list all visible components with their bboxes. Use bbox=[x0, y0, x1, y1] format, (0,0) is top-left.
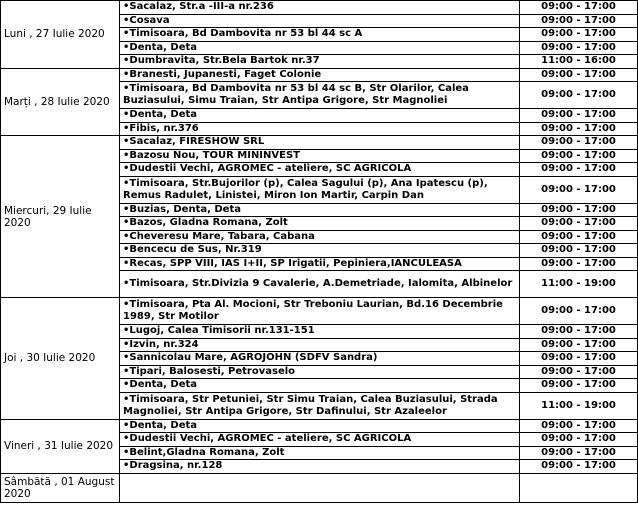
location-cell: •Dragsina, nr.128 bbox=[120, 460, 520, 474]
time-cell: 09:00 - 17:00 bbox=[520, 28, 638, 42]
location-cell: •Fibis, nr.376 bbox=[120, 122, 520, 136]
schedule-row bbox=[1, 1, 638, 15]
location-cell: •Dudestii Vechi, AGROMEC - ateliere, SC AGRICOLA bbox=[120, 433, 520, 447]
time-cell: 09:00 - 17:00 bbox=[520, 325, 638, 339]
schedule-row bbox=[1, 136, 638, 150]
schedule-row bbox=[1, 419, 638, 433]
location-cell: •Izvin, nr.324 bbox=[120, 338, 520, 352]
location-cell: •Timisoara, Bd Dambovita nr 53 bl 44 sc B, Str Olarilor, Calea Buziasului, Simu Traian, Str Antipa Grigore, Str Magnoliei bbox=[120, 82, 520, 109]
time-cell: 09:00 - 17:00 bbox=[520, 41, 638, 55]
location-cell: •Branesti, Jupanesti, Faget Colonie bbox=[120, 68, 520, 82]
location-cell: •Bazosu Nou, TOUR MININVEST bbox=[120, 149, 520, 163]
location-cell: •Denta, Deta bbox=[120, 419, 520, 433]
location-cell: •Timisoara, Str Petuniei, Str Simu Traian, Calea Buziasului, Strada Magnoliei, Str Antipa Grigore, Str Dafinului, Str Azaleelor bbox=[120, 392, 520, 419]
day-cell: Marți , 28 Iulie 2020 bbox=[1, 68, 120, 136]
time-cell: 09:00 - 17:00 bbox=[520, 68, 638, 82]
time-cell: 09:00 - 17:00 bbox=[520, 217, 638, 231]
location-cell: •Timisoara, Bd Dambovita nr 53 bl 44 sc A bbox=[120, 28, 520, 42]
time-cell: 09:00 - 17:00 bbox=[520, 82, 638, 109]
day-cell: Miercuri, 29 Iulie 2020 bbox=[1, 136, 120, 298]
location-cell: •Tipari, Balosesti, Petrovaselo bbox=[120, 365, 520, 379]
time-cell: 11:00 - 19:00 bbox=[520, 392, 638, 419]
time-cell: 09:00 - 17:00 bbox=[520, 149, 638, 163]
time-cell: 09:00 - 17:00 bbox=[520, 163, 638, 177]
location-cell: •Sacalaz, FIRESHOW SRL bbox=[120, 136, 520, 150]
day-cell: Joi , 30 Iulie 2020 bbox=[1, 298, 120, 420]
schedule-body bbox=[1, 1, 638, 503]
day-cell: Luni , 27 Iulie 2020 bbox=[1, 1, 120, 69]
time-cell: 09:00 - 17:00 bbox=[520, 298, 638, 325]
location-cell: •Denta, Deta bbox=[120, 109, 520, 123]
time-cell: 09:00 - 17:00 bbox=[520, 136, 638, 150]
schedule-row bbox=[1, 473, 638, 502]
location-cell: •Bazos, Gladna Romana, Zolt bbox=[120, 217, 520, 231]
location-cell: •Timisoara, Pta Al. Mocioni, Str Treboniu Laurian, Bd.16 Decembrie 1989, Str Motilor bbox=[120, 298, 520, 325]
schedule-row bbox=[1, 68, 638, 82]
time-cell: 09:00 - 17:00 bbox=[520, 446, 638, 460]
location-cell: •Recas, SPP VIII, IAS I+II, SP Irigatii, Pepiniera,IANCULEASA bbox=[120, 257, 520, 271]
location-cell: •Cheveresu Mare, Tabara, Cabana bbox=[120, 230, 520, 244]
time-cell: 09:00 - 17:00 bbox=[520, 365, 638, 379]
location-cell: •Dumbravita, Str.Bela Bartok nr.37 bbox=[120, 55, 520, 69]
location-cell: •Buzias, Denta, Deta bbox=[120, 203, 520, 217]
location-cell: •Sacalaz, Str.a -III-a nr.236 bbox=[120, 1, 520, 15]
time-cell: 09:00 - 17:00 bbox=[520, 460, 638, 474]
day-cell: Sâmbătă , 01 August 2020 bbox=[1, 473, 120, 502]
time-cell: 09:00 - 17:00 bbox=[520, 352, 638, 366]
location-cell: •Lugoj, Calea Timisorii nr.131-151 bbox=[120, 325, 520, 339]
time-cell: 11:00 - 16:00 bbox=[520, 55, 638, 69]
time-cell: 09:00 - 17:00 bbox=[520, 230, 638, 244]
time-cell: 09:00 - 17:00 bbox=[520, 122, 638, 136]
location-cell bbox=[120, 473, 520, 502]
location-cell: •Timisoara, Str.Divizia 9 Cavalerie, A.Demetriade, Ialomita, Albinelor bbox=[120, 271, 520, 298]
location-cell: •Denta, Deta bbox=[120, 379, 520, 393]
time-cell: 09:00 - 17:00 bbox=[520, 338, 638, 352]
time-cell: 09:00 - 17:00 bbox=[520, 244, 638, 258]
time-cell: 09:00 - 17:00 bbox=[520, 257, 638, 271]
time-cell: 09:00 - 17:00 bbox=[520, 379, 638, 393]
location-cell: •Sannicolau Mare, AGROJOHN (SDFV Sandra) bbox=[120, 352, 520, 366]
time-cell: 11:00 - 19:00 bbox=[520, 271, 638, 298]
time-cell: 09:00 - 17:00 bbox=[520, 203, 638, 217]
time-cell: 09:00 - 17:00 bbox=[520, 176, 638, 203]
schedule-row bbox=[1, 298, 638, 325]
location-cell: •Timisoara, Str.Bujorilor (p), Calea Sagului (p), Ana Ipatescu (p), Remus Radulet, Linistei, Miron Ion Martir, Carpin Dan bbox=[120, 176, 520, 203]
time-cell: 09:00 - 17:00 bbox=[520, 419, 638, 433]
time-cell: 09:00 - 17:00 bbox=[520, 433, 638, 447]
location-cell: •Denta, Deta bbox=[120, 41, 520, 55]
location-cell: •Bencecu de Sus, Nr.319 bbox=[120, 244, 520, 258]
time-cell: 09:00 - 17:00 bbox=[520, 109, 638, 123]
day-cell: Vineri , 31 Iulie 2020 bbox=[1, 419, 120, 473]
time-cell: 09:00 - 17:00 bbox=[520, 14, 638, 28]
time-cell: 09:00 - 17:00 bbox=[520, 1, 638, 15]
time-cell bbox=[520, 473, 638, 502]
location-cell: •Dudestii Vechi, AGROMEC - ateliere, SC AGRICOLA bbox=[120, 163, 520, 177]
location-cell: •Cosava bbox=[120, 14, 520, 28]
location-cell: •Belint,Gladna Romana, Zolt bbox=[120, 446, 520, 460]
